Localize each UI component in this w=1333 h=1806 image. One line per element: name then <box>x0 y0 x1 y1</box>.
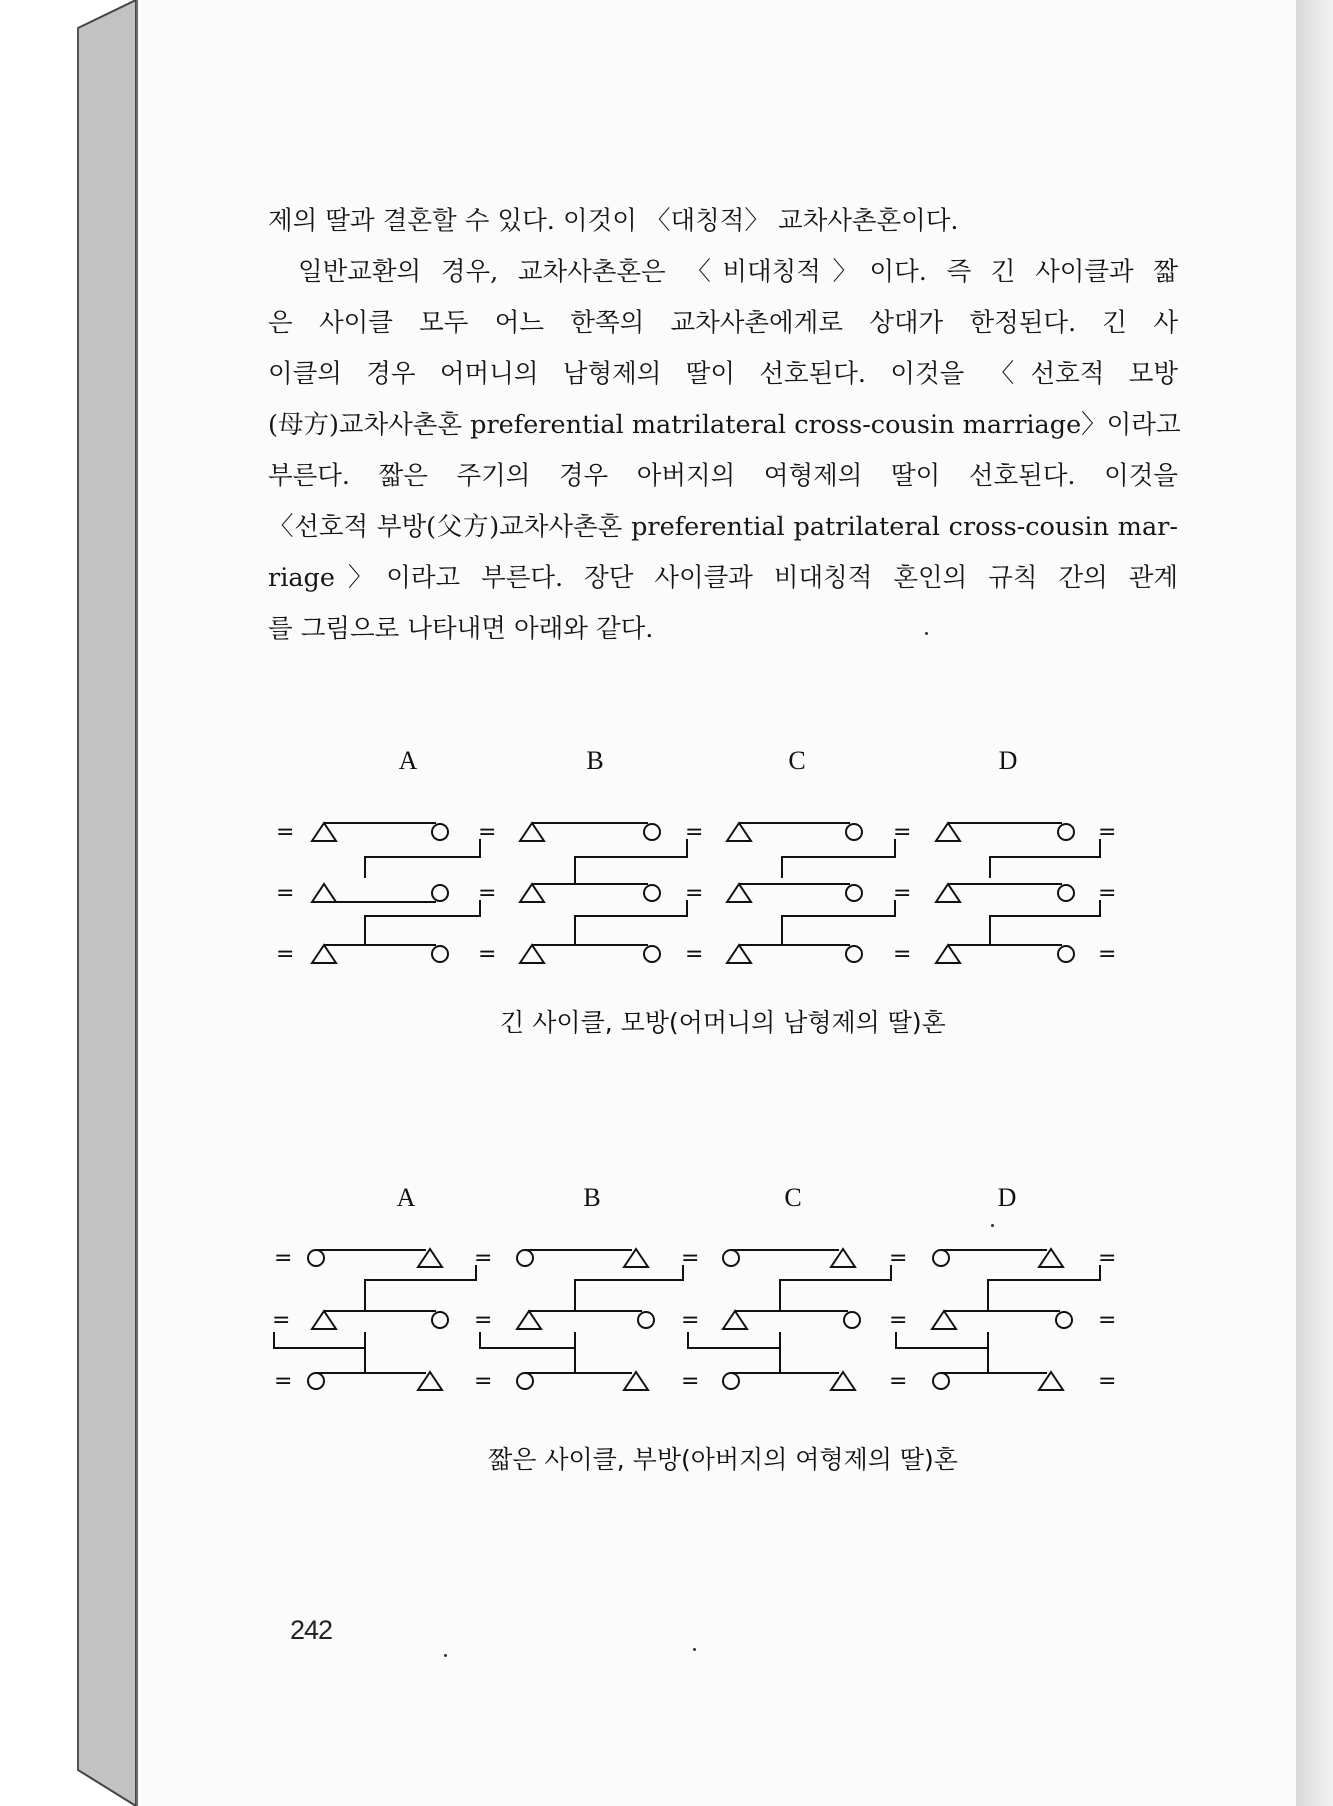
equals-sign: = <box>276 881 295 906</box>
text-line: 〈선호적 부방(父方)교차사촌혼 preferential patrilateral cross-cousin mar- <box>268 512 1178 542</box>
equals-sign: = <box>681 1308 700 1333</box>
equals-sign: = <box>893 881 912 906</box>
equals-sign: = <box>685 942 704 967</box>
scan-speck <box>444 1654 447 1657</box>
equals-sign: = <box>889 1369 908 1394</box>
equals-sign: = <box>474 1246 493 1271</box>
short-cycle-caption: 짧은 사이클, 부방(아버지의 여형제의 딸)혼 <box>488 1445 958 1474</box>
page-right-shadow <box>1296 0 1333 1806</box>
equals-sign: = <box>1098 820 1117 845</box>
group-label-c: C <box>788 746 806 775</box>
group-label-c: C <box>784 1183 802 1212</box>
equals-sign: = <box>889 1246 908 1271</box>
equals-sign: = <box>1098 1246 1117 1271</box>
equals-sign: = <box>1098 942 1117 967</box>
body-paragraph <box>268 196 1181 655</box>
equals-sign: = <box>681 1246 700 1271</box>
long-cycle-caption: 긴 사이클, 모방(어머니의 남형제의 딸)혼 <box>500 1008 946 1037</box>
text-line: 를 그림으로 나타내면 아래와 같다. <box>268 614 654 644</box>
equals-sign: = <box>1098 1369 1117 1394</box>
equals-sign: = <box>685 820 704 845</box>
scan-speck <box>925 632 928 635</box>
group-label-b: B <box>586 746 604 775</box>
equals-sign: = <box>276 820 295 845</box>
group-label-a: A <box>398 746 418 775</box>
equals-sign: = <box>276 942 295 967</box>
group-label-d: D <box>997 1183 1017 1212</box>
equals-sign: = <box>478 881 497 906</box>
text-line: 부른다. 짧은 주기의 경우 아버지의 여형제의 딸이 선호된다. 이것을 <box>268 461 1178 491</box>
equals-sign: = <box>474 1308 493 1333</box>
page-number: 242 <box>290 1615 333 1645</box>
text-line: riage〉이라고 부른다. 장단 사이클과 비대칭적 혼인의 규칙 간의 관계 <box>268 563 1178 593</box>
text-line: 일반교환의 경우, 교차사촌혼은 〈비대칭적〉이다. 즉 긴 사이클과 짧 <box>298 257 1178 287</box>
equals-sign: = <box>478 820 497 845</box>
equals-sign: = <box>681 1369 700 1394</box>
equals-sign: = <box>889 1308 908 1333</box>
equals-sign: = <box>1098 881 1117 906</box>
text-line: 제의 딸과 결혼할 수 있다. 이것이 〈대칭적〉 교차사촌혼이다. <box>268 206 959 236</box>
equals-sign: = <box>685 881 704 906</box>
group-label-a: A <box>396 1183 416 1212</box>
book-edge <box>0 0 140 1806</box>
equals-sign: = <box>1098 1308 1117 1333</box>
equals-sign: = <box>274 1246 293 1271</box>
text-line: (母方)교차사촌혼 preferential matrilateral cross-cousin marriage〉이라고 <box>268 410 1181 440</box>
scan-speck <box>693 1648 696 1651</box>
long-cycle-diagram <box>260 735 1120 975</box>
equals-sign: = <box>893 942 912 967</box>
short-cycle-symbols <box>272 1246 1116 1394</box>
equals-sign: = <box>893 820 912 845</box>
group-label-d: D <box>998 746 1018 775</box>
short-cycle-diagram <box>260 1172 1120 1412</box>
scan-speck <box>991 1224 994 1227</box>
equals-sign: = <box>274 1369 293 1394</box>
text-line: 은 사이클 모두 어느 한쪽의 교차사촌에게로 상대가 한정된다. 긴 사 <box>268 308 1178 338</box>
long-cycle-symbols <box>276 820 1116 967</box>
equals-sign: = <box>474 1369 493 1394</box>
equals-sign: = <box>272 1308 291 1333</box>
text-line: 이클의 경우 어머니의 남형제의 딸이 선호된다. 이것을 〈선호적 모방 <box>268 359 1178 389</box>
group-label-b: B <box>583 1183 601 1212</box>
equals-sign: = <box>478 942 497 967</box>
